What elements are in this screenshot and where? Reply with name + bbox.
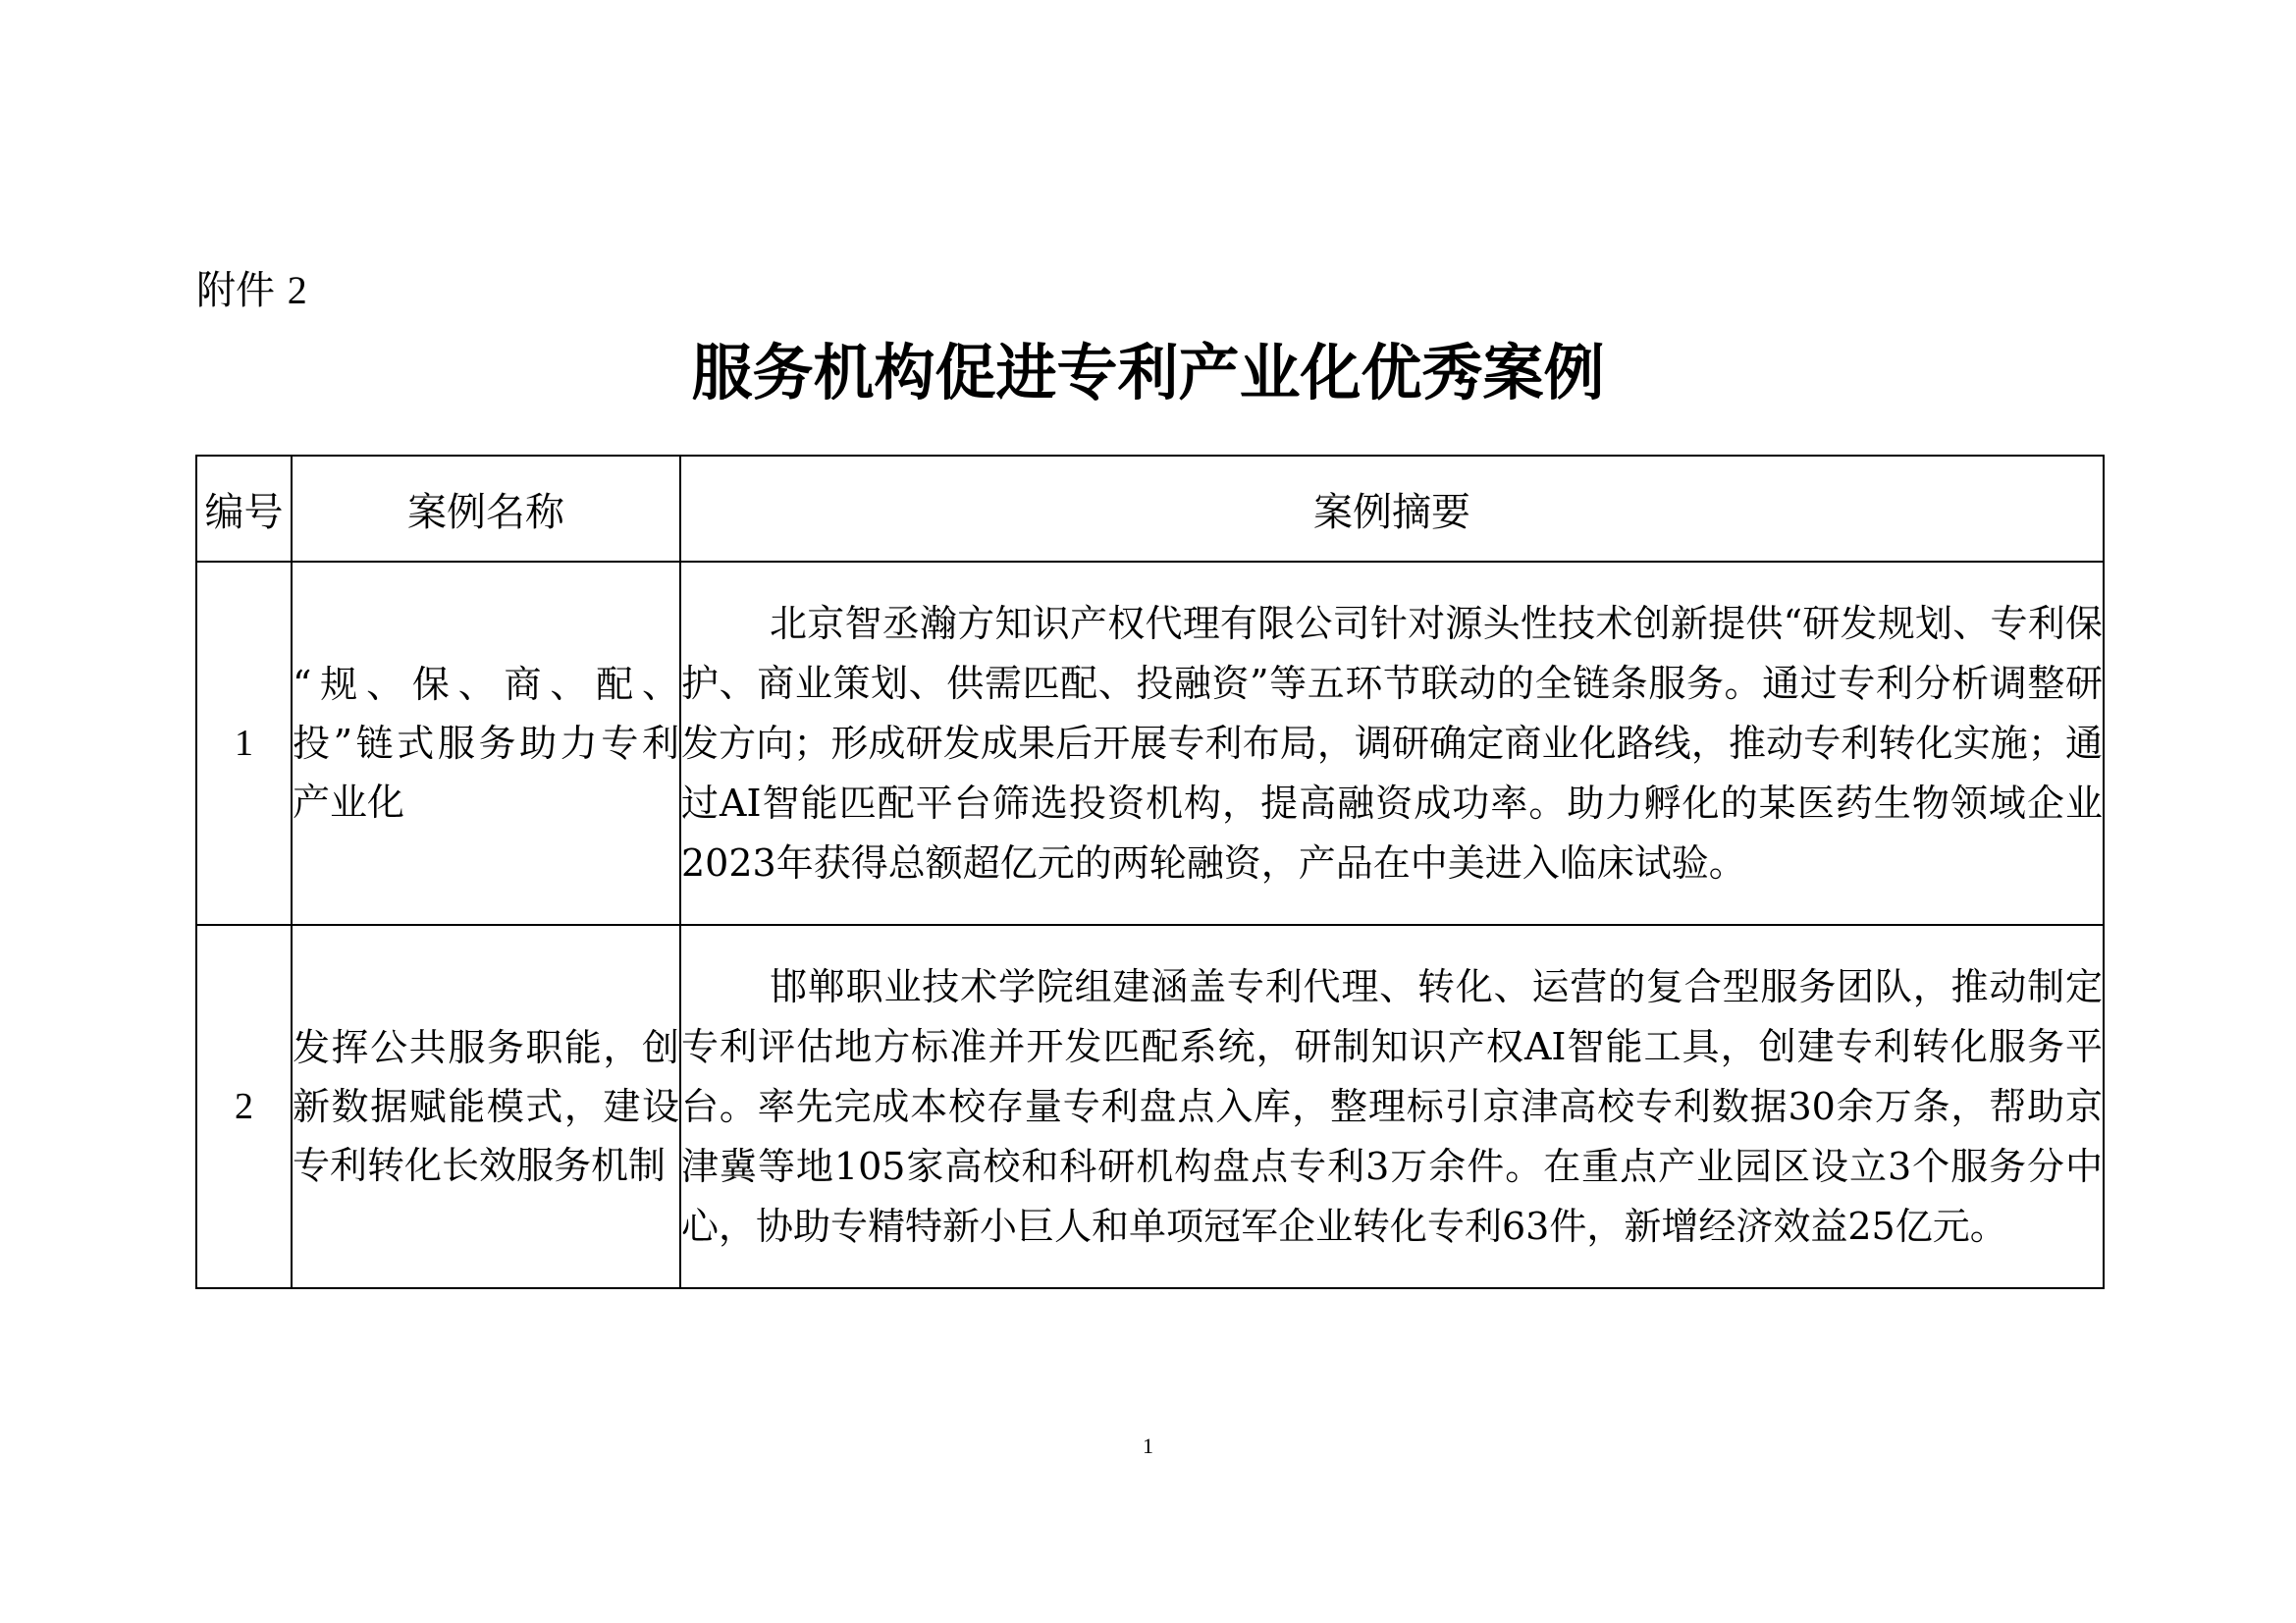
- case-summary: 邯郸职业技术学院组建涵盖专利代理、转化、运营的复合型服务团队，推动制定专利评估地方标准并开发匹配系统，研制知识产权AI智能工具，创建专利转化服务平台。率先完成本校存量专利盘点入库，整理标引京津高校专利数据30余万条，帮助京津冀等地105家高校和科研机构盘点专利3万余件。在重点产业园区设立3个服务分中心，协助专精特新小巨人和单项冠军企业转化专利63件，新增经济效益25亿元。: [680, 925, 2104, 1288]
- table-row: [196, 562, 2104, 925]
- table-row: [196, 925, 2104, 1288]
- table-header-row: [196, 456, 2104, 562]
- attachment-label: [196, 263, 307, 318]
- attachment-label-text: 附件: [196, 268, 275, 313]
- column-header-case-name: 案例名称: [292, 456, 680, 562]
- case-number: 1: [196, 562, 292, 925]
- case-name: 发挥公共服务职能，创新数据赋能模式，建设专利转化长效服务机制: [292, 925, 680, 1288]
- column-header-number: 编号: [196, 456, 292, 562]
- page-title: 服务机构促进专利产业化优秀案例: [691, 337, 1605, 408]
- case-number: 2: [196, 925, 292, 1288]
- case-name: “规、保、商、配、投”链式服务助力专利产业化: [292, 562, 680, 925]
- cases-table: [195, 455, 2105, 1289]
- attachment-number: 2: [287, 268, 307, 312]
- page-number: 1: [1143, 1434, 1153, 1458]
- case-summary: 北京智丞瀚方知识产权代理有限公司针对源头性技术创新提供“研发规划、专利保护、商业策划、供需匹配、投融资”等五环节联动的全链条服务。通过专利分析调整研发方向；形成研发成果后开展专利布局，调研确定商业化路线，推动专利转化实施；通过AI智能匹配平台筛选投资机构，提高融资成功率。助力孵化的某医药生物领域企业2023年获得总额超亿元的两轮融资，产品在中美进入临床试验。: [680, 562, 2104, 925]
- column-header-case-summary: 案例摘要: [680, 456, 2104, 562]
